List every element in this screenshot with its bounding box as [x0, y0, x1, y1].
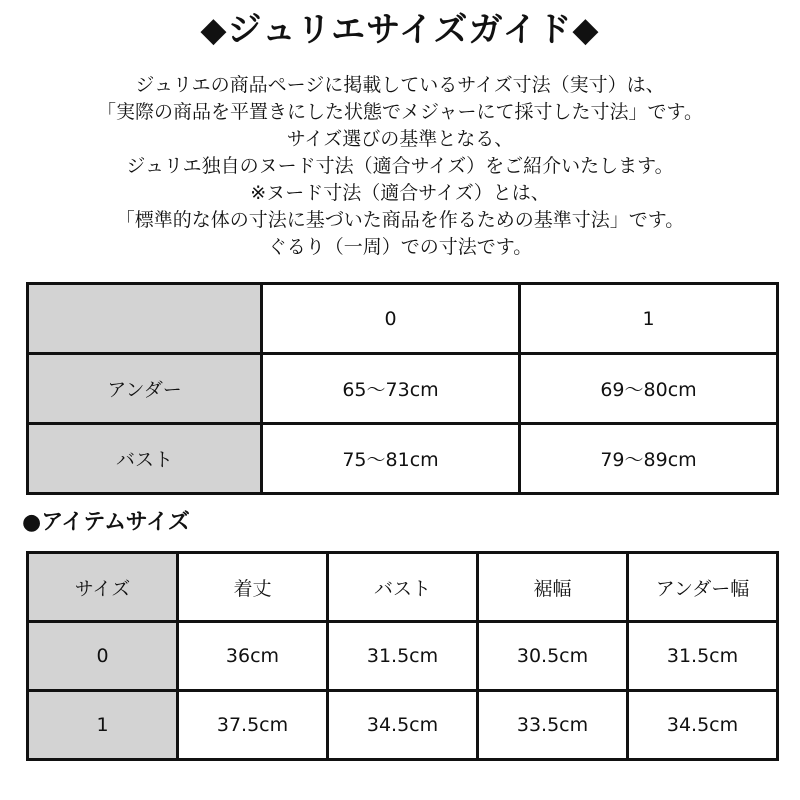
table-cell: 31.5cm: [328, 622, 478, 691]
intro-line: ぐるり（一周）での寸法です。: [267, 236, 533, 258]
table-row-size-0: [28, 622, 778, 691]
intro-line: サイズ選びの基準となる、: [286, 128, 514, 150]
table-cell: 30.5cm: [478, 622, 628, 691]
table-cell: 79〜89cm: [520, 424, 778, 494]
intro-line: 「標準的な体の寸法に基づいた商品を作るための基準寸法」です。: [115, 209, 685, 231]
intro-text: [0, 72, 800, 261]
nude-size-table: [26, 282, 779, 495]
table-cell: 75〜81cm: [262, 424, 520, 494]
column-header-hem-width: 裾幅: [478, 553, 628, 622]
intro-line: 「実際の商品を平置きにした状態でメジャーにて採寸した寸法」です。: [96, 101, 704, 123]
table-cell: 34.5cm: [628, 691, 778, 760]
intro-line: ※ヌード寸法（適合サイズ）とは、: [250, 182, 550, 204]
table-cell: 33.5cm: [478, 691, 628, 760]
row-header-bust: バスト: [28, 424, 262, 494]
intro-line: ジュリエ独自のヌード寸法（適合サイズ）をご紹介いたします。: [126, 155, 674, 177]
row-header-size-0: 0: [28, 622, 178, 691]
table-header-row: [28, 553, 778, 622]
column-header-under-width: アンダー幅: [628, 553, 778, 622]
table-row-bust: [28, 424, 778, 494]
column-header-size: サイズ: [28, 553, 178, 622]
page-title: ◆ジュリエサイズガイド◆: [200, 10, 600, 50]
table-cell: 34.5cm: [328, 691, 478, 760]
table-cell: 37.5cm: [178, 691, 328, 760]
table-row-under: [28, 354, 778, 424]
column-header-length: 着丈: [178, 553, 328, 622]
table-cell: 31.5cm: [628, 622, 778, 691]
table-cell: 65〜73cm: [262, 354, 520, 424]
column-header-size-0: 0: [262, 284, 520, 354]
column-header-size-1: 1: [520, 284, 778, 354]
item-size-table: [26, 551, 779, 761]
table-header-row: [28, 284, 778, 354]
row-header-size-1: 1: [28, 691, 178, 760]
row-header-under: アンダー: [28, 354, 262, 424]
column-header-bust: バスト: [328, 553, 478, 622]
table-corner-cell: [28, 284, 262, 354]
table-cell: 69〜80cm: [520, 354, 778, 424]
intro-line: ジュリエの商品ページに掲載しているサイズ寸法（実寸）は、: [135, 74, 665, 96]
table-cell: 36cm: [178, 622, 328, 691]
table-row-size-1: [28, 691, 778, 760]
item-size-heading: ●アイテムサイズ: [22, 510, 190, 535]
